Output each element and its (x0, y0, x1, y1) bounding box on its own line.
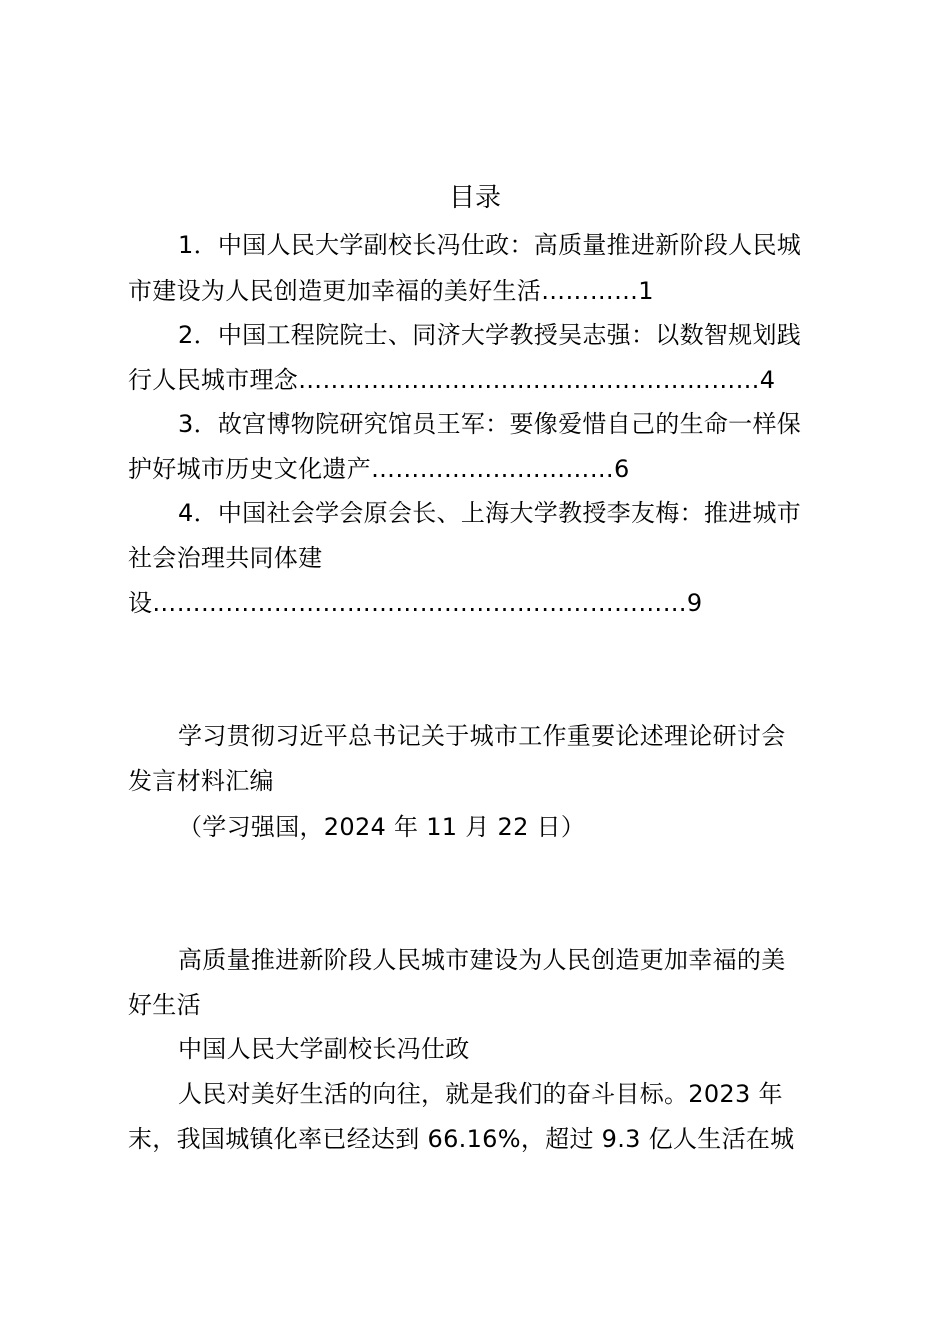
toc-heading: 目录 (448, 183, 501, 213)
toc-entry-3-line-1[interactable]: 3．故宫博物院研究馆员王军：要像爱惜自己的生命一样保 (178, 410, 802, 438)
toc-entry-4-line-1[interactable]: 4．中国社会学会原会长、上海大学教授李友梅：推进城市 (178, 499, 802, 527)
toc-entry-4-line-2[interactable]: 社会治理共同体建 (128, 544, 323, 572)
toc-entry-4-line-3[interactable]: 设…………………………………………………………9 (128, 589, 703, 617)
article-paragraph-line-2: 末，我国城镇化率已经达到 66.16%，超过 9.3 亿人生活在城 (128, 1125, 795, 1153)
toc-entry-2-line-1[interactable]: 2．中国工程院院士、同济大学教授吴志强：以数智规划践 (178, 321, 802, 349)
article-title-line-2: 好生活 (128, 991, 201, 1019)
toc-entry-2-line-2[interactable]: 行人民城市理念…………………………………………………4 (128, 366, 776, 394)
article-paragraph-line-1: 人民对美好生活的向往，就是我们的奋斗目标。2023 年 (178, 1080, 783, 1108)
toc-entry-3-line-2[interactable]: 护好城市历史文化遗产…………………………6 (128, 455, 630, 483)
compilation-source: （学习强国，2024 年 11 月 22 日） (178, 813, 586, 841)
article-author: 中国人民大学副校长冯仕政 (178, 1035, 470, 1063)
compilation-title-line-1: 学习贯彻习近平总书记关于城市工作重要论述理论研讨会 (178, 722, 786, 750)
toc-entry-1-line-1[interactable]: 1．中国人民大学副校长冯仕政：高质量推进新阶段人民城 (178, 231, 802, 259)
article-title-line-1: 高质量推进新阶段人民城市建设为人民创造更加幸福的美 (178, 946, 786, 974)
toc-entry-1-line-2[interactable]: 市建设为人民创造更加幸福的美好生活…………1 (128, 277, 654, 305)
compilation-title-line-2: 发言材料汇编 (128, 767, 274, 795)
